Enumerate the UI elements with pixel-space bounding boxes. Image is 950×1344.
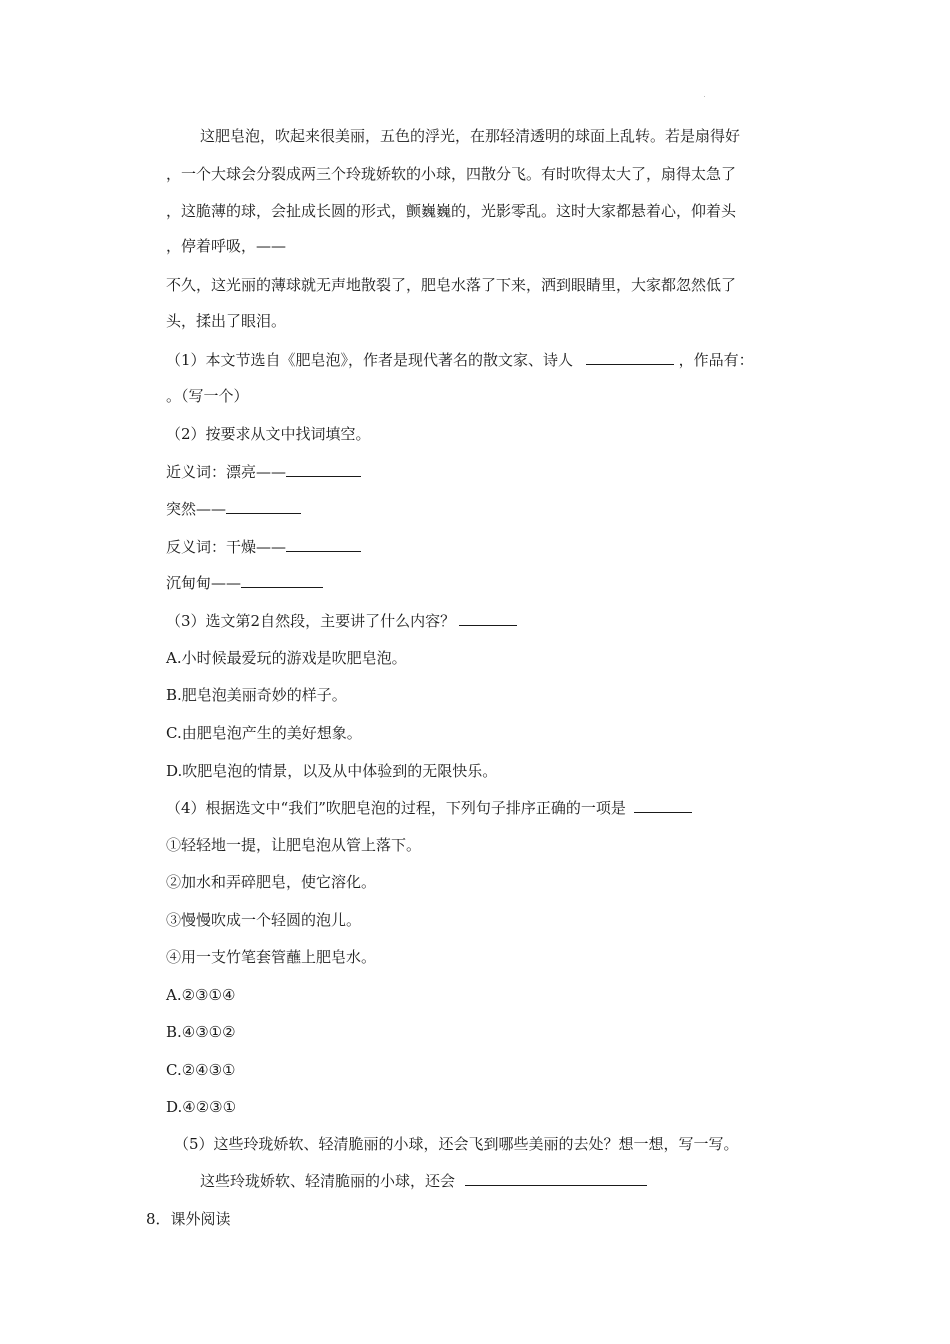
question-3-text: （3）选文第2自然段，主要讲了什么内容？ xyxy=(166,612,456,630)
antonym-label: 沉甸甸—— xyxy=(166,574,242,592)
passage-line: ，一个大球会分裂成两三个玲珑娇软的小球，四散分飞。有时吹得太大了，扇得太急了 xyxy=(166,165,737,183)
sentence-item: ①轻轻地一提，让肥皂泡从管上落下。 xyxy=(166,836,422,854)
passage-line: 头，揉出了眼泪。 xyxy=(166,312,287,330)
passage-line: ，这脆薄的球，会扯成长圆的形式，颤巍巍的，光影零乱。这时大家都悬着心，仰着头 xyxy=(166,202,737,220)
option-d[interactable]: D.吹肥皂泡的情景，以及从中体验到的无限快乐。 xyxy=(166,762,498,780)
question-5-prompt xyxy=(200,1171,647,1191)
section-8-heading: 8．课外阅读 xyxy=(146,1210,231,1228)
question-4 xyxy=(166,798,692,818)
answer-blank-synonym-2[interactable] xyxy=(226,499,301,514)
option-c[interactable]: C.由肥皂泡产生的美好想象。 xyxy=(166,724,362,742)
antonym-row-1 xyxy=(166,537,361,557)
option-d[interactable]: D.④②③① xyxy=(166,1098,237,1116)
question-5: （5）这些玲珑娇软、轻清脆丽的小球，还会飞到哪些美丽的去处？想一想，写一写。 xyxy=(174,1135,739,1153)
answer-blank-synonym-1[interactable] xyxy=(286,462,361,477)
option-a[interactable]: A.小时候最爱玩的游戏是吹肥皂泡。 xyxy=(166,649,407,667)
question-1 xyxy=(166,350,754,370)
synonym-row-1 xyxy=(166,462,361,482)
option-b[interactable]: B.肥皂泡美丽奇妙的样子。 xyxy=(166,686,347,704)
passage-line: 这肥皂泡，吹起来很美丽，五色的浮光，在那轻清透明的球面上乱转。若是扇得好 xyxy=(200,127,741,145)
sentence-item: ②加水和弄碎肥皂，使它溶化。 xyxy=(166,873,377,891)
sentence-item: ③慢慢吹成一个轻圆的泡儿。 xyxy=(166,911,362,929)
synonym-label: 近义词：漂亮—— xyxy=(166,463,287,481)
question-3 xyxy=(166,611,517,631)
question-1-text: （1）本文节选自《肥皂泡》，作者是现代著名的散文家、诗人 xyxy=(166,351,574,369)
answer-blank-q5[interactable] xyxy=(465,1171,647,1186)
answer-blank-q3[interactable] xyxy=(459,611,517,626)
question-1-tail: ，作品有： xyxy=(678,351,754,369)
synonym-label: 突然—— xyxy=(166,500,227,518)
antonym-label: 反义词：干燥—— xyxy=(166,538,287,556)
answer-blank-author[interactable] xyxy=(586,350,674,365)
passage-line: 不久，这光丽的薄球就无声地散裂了，肥皂水落了下来，洒到眼睛里，大家都忽然低了 xyxy=(166,276,737,294)
answer-blank-antonym-1[interactable] xyxy=(286,537,361,552)
answer-blank-antonym-2[interactable] xyxy=(241,573,323,588)
question-4-text: （4）根据选文中“我们”吹肥皂泡的过程，下列句子排序正确的一项是 xyxy=(166,799,626,817)
question-2: （2）按要求从文中找词填空。 xyxy=(166,425,371,443)
scan-dot xyxy=(704,96,705,97)
question-5-prompt-text: 这些玲珑娇软、轻清脆丽的小球，还会 xyxy=(200,1172,456,1190)
antonym-row-2 xyxy=(166,573,323,593)
option-c[interactable]: C.②④③① xyxy=(166,1061,236,1079)
answer-blank-q4[interactable] xyxy=(634,798,692,813)
passage-line: ，停着呼吸，—— xyxy=(166,237,287,255)
option-a[interactable]: A.②③①④ xyxy=(166,986,236,1004)
question-1-line2: 。（写一个） xyxy=(166,387,249,405)
synonym-row-2 xyxy=(166,499,301,519)
sentence-item: ④用一支竹笔套管蘸上肥皂水。 xyxy=(166,948,377,966)
option-b[interactable]: B.④③①② xyxy=(166,1023,236,1041)
